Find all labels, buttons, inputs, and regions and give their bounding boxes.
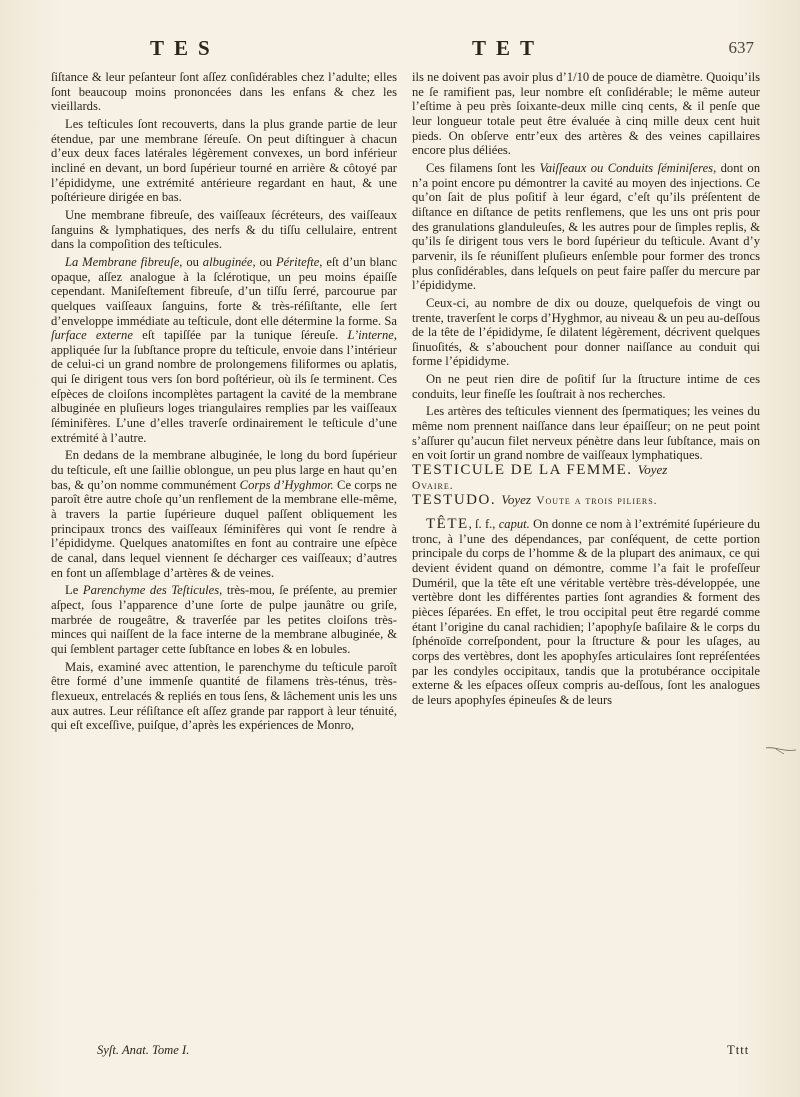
paragraph-tete: TÊTE, ſ. f., caput. On donne ce nom à l’extrémité ſupérieure du tronc, à l’une des dépendances, par conſéquent, de cette portion principale du corps de l’homme & de la plupart des animaux, ce qui devient évident quand on démontre, comme l’a fait le profeſſeur Duméril, que la tête eſt une véritable vertèbre très-développée, une vertèbre dont les différentes parties ſont agrandies & forment des pièces ſéparées. En effet, le trou occipital peut être regardé comme étant l’origine du canal rachidien; l’apophyſe baſilaire & le corps du ſphénoïde correſpondent, pour la ſtructure & pour les uſages, au corps des vertèbres, dont les apophyſes articulaires ſont repréſentées par les condyles occipitaux, tandis que la protubérance occipitale externe & les eſpaces oſſeux compris au-deſſous, ſont les analogues de leurs apophyſes épineuſes & de leurs — [412, 516, 761, 707]
term-peritefte: Péritefte — [275, 254, 320, 269]
paragraph-arteres: Les artères des teſticules viennent des ſpermatiques; les veines du même nom prennent naiſſance dans leur épaiſſeur; on ne peut point s’aſſurer qu’aucun filet nerveux pénètre dans leur ſubſtance, mais on en voit ſortir un grand nombre de vaiſſeaux lymphatiques. — [412, 404, 760, 463]
term-albuginee: albuginée — [202, 254, 253, 269]
margin-ink-mark-icon — [764, 740, 798, 760]
paragraph-weight-continuation: ſiſtance & leur peſanteur ſont aſſez conſidérables chez l’adulte; elles ſont beaucoup moins prononcées dans les enfans & chez les vieillards. — [51, 70, 397, 114]
right-column — [412, 70, 760, 708]
paragraph-fibrous-membrane: La Membrane fibreuſe, ou albuginée, ou Péritefte, eſt d’un blanc opaque, aſſez analogue à la ſclérotique, un peu moins épaiſſe cependant. Maniſeſtement fibreuſe, d’un tiſſu ſerré, parcourue par quelques vaiſſeaux ſanguins, forte & très-réſiſtante, elle ſert d’enveloppe immédiate au teſticule, dont elle détermine la forme. Sa ſurface externe eſt tapiſſée par la tunique ſéreuſe. L’interne, appliquée ſur la ſubſtance propre du teſticule, envoie dans l’intérieur de celui-ci un grand nombre de prolongemens filiformes ou aplatis, qui ſe dirigent tous vers ſon bord poſtérieur, où ils ſe terminent. Ces eſpèces de cloiſons incomplètes partagent la cavité de la membrane albuginée en pluſieurs loges triangulaires remplies par les vaiſſeaux ſéminifères. L’une d’elles traverſe ordinairement le teſticule d’une extrémité à l’autre. — [51, 254, 397, 445]
term-vaisseaux-seminiferes: Vaiſſeaux ou Conduits ſéminiſeres — [539, 160, 714, 175]
paragraph-filamens: Mais, examiné avec attention, le parenchyme du teſticule paroît être formé d’une immenſe quantité de filamens très-ténus, très-flexueux, entrelacés & repliés en tous ſens, & lâchement unis les uns aux autres. Leur réſiſtance eſt aſſez grande par rapport à leur ténuité, qui eſt exceſſive, puiſque, d’après les expériences de Monro, — [51, 659, 397, 733]
entry-testicule-femme: TESTICULE DE LA FEMME. Voyez Ovaire. — [412, 462, 668, 492]
paragraph-troncs: Ceux-ci, au nombre de dix ou douze, quelquefois de vingt ou trente, traverſent le corps d’Hyghmor, au niveau & un peu au-deſſous de la tête de l’épididyme, ſe dilatent légèrement, décrivent quelques ſinuoſités, & s’abouchent pour donner naiſſance au conduit qui forme l’épididyme. — [412, 295, 760, 369]
entry-testudo: TESTUDO. Voyez Voute a trois piliers. — [412, 492, 658, 509]
paragraph-structure-intime: On ne peut rien dire de poſitif ſur la ſtructure intime de ces conduits, leur fineſſe les ſouſtrait à nos recherches. — [412, 372, 760, 401]
left-column — [51, 70, 397, 733]
cross-reference-voute[interactable]: Voute a trois piliers. — [536, 495, 658, 508]
page-number: 637 — [728, 38, 754, 57]
paragraph-testicle-composition: Une membrane fibreuſe, des vaiſſeaux ſécréteurs, des vaiſſeaux ſanguins & lymphatiques, des nerfs & du tiſſu cellulaire, entrent dans la compoſition des teſticules. — [51, 207, 397, 252]
term-corps-hyghmor: Corps d’Hyghmor. — [239, 477, 334, 492]
term-membrane-fibreuse: La Membrane fibreuſe — [65, 254, 180, 269]
paragraph-testicle-surfaces: Les teſticules ſont recouverts, dans la plus grande partie de leur étendue, par une membrane ſéreuſe. On peut diſtinguer à chacun d’eux deux faces latérales légèrement convexes, un bord inférieur incliné en devant, un bord ſupérieur tourné en arrière & côtoyé par l’épididyme, une extrémité antérieure regardant en haut, & une poſtérieure dirigée en bas. — [51, 116, 397, 205]
paragraph-parenchyme: Le Parenchyme des Teſticules, très-mou, ſe préſente, au premier aſpect, ſous l’apparence d’une ſorte de pulpe jaunâtre ou griſe, marbrée de rougeâtre, & traverſée par les petites cloiſons très-minces qui naiſſent de la face interne de la membrane albuginée, & qui ſemblent partager cette ſubſtance en lobes & en lobules. — [51, 583, 397, 656]
running-head-center: TET — [472, 36, 545, 60]
paragraph-vaisseaux-seminiferes: Ces filamens ſont les Vaiſſeaux ou Conduits ſéminiſeres, dont on n’a point encore pu démontrer la cavité au moyen des injections. Ce qu’on ſait de plus poſitif à leur égard, c’eſt qu’ils préſentent de diſtance en diſtance de petits renflemens, que les uns ont pris pour des granulations glanduleuſes, & les autres pour de ſimples replis, & qu’ils ſe dirigent tous vers le bord ſupérieur du teſticule. Avant d’y parvenir, ils ſe réuniſſent pluſieurs enſemble pour former des troncs plus conſidérables, dans leſquels on peut faire paſſer du mercure par l’épididyme. — [412, 160, 760, 293]
term-caput: caput. — [498, 517, 530, 532]
footer-source: Syſt. Anat. Tome I. — [97, 1043, 190, 1057]
signature-mark: Tttt — [727, 1043, 750, 1057]
entry-tete: TÊTE — [426, 516, 469, 533]
paragraph-corps-hyghmor: En dedans de la membrane albuginée, le long du bord ſupérieur du teſticule, eſt une ſaillie oblongue, un peu plus large en haut qu’en bas, & qu’on nomme communément Corps d’Hyghmor. Ce corps ne paroît être autre choſe qu’un renflement de la membrane elle-même, à travers la partie ſupérieure duquel paſſent obliquement les principaux troncs des vaiſſeaux ſéminifères qui vont ſe rendre à l’épididyme. Quelques anatomiſtes en font au contraire une eſpèce de canal, dans lequel viennent ſe décharger ces vaiſſeaux; d’autres en font un aſſemblage d’artères & de veines. — [51, 448, 397, 580]
running-head-left: TES — [150, 36, 220, 60]
term-surface-externe: ſurface externe — [51, 328, 133, 343]
paragraph-diameter-continuation: ils ne doivent pas avoir plus d’1/10 de pouce de diamètre. Quoiqu’ils ne ſe ramifient pas, leur nombre eſt conſidérable; le même auteur l’eſtime à peu près ſoixante-deux mille cinq cents, & il penſe que leur longueur totale peut être évaluée à cinq mille deux cent huit pieds. On obſerve entr’eux des artères & des veines capillaires encore plus déliées. — [412, 70, 760, 158]
cross-reference-ovaire[interactable]: Ovaire. — [412, 479, 454, 492]
term-parenchyme: Parenchyme des Teſticules — [82, 583, 220, 598]
term-interne: L’interne — [347, 328, 394, 343]
running-header — [40, 36, 760, 66]
